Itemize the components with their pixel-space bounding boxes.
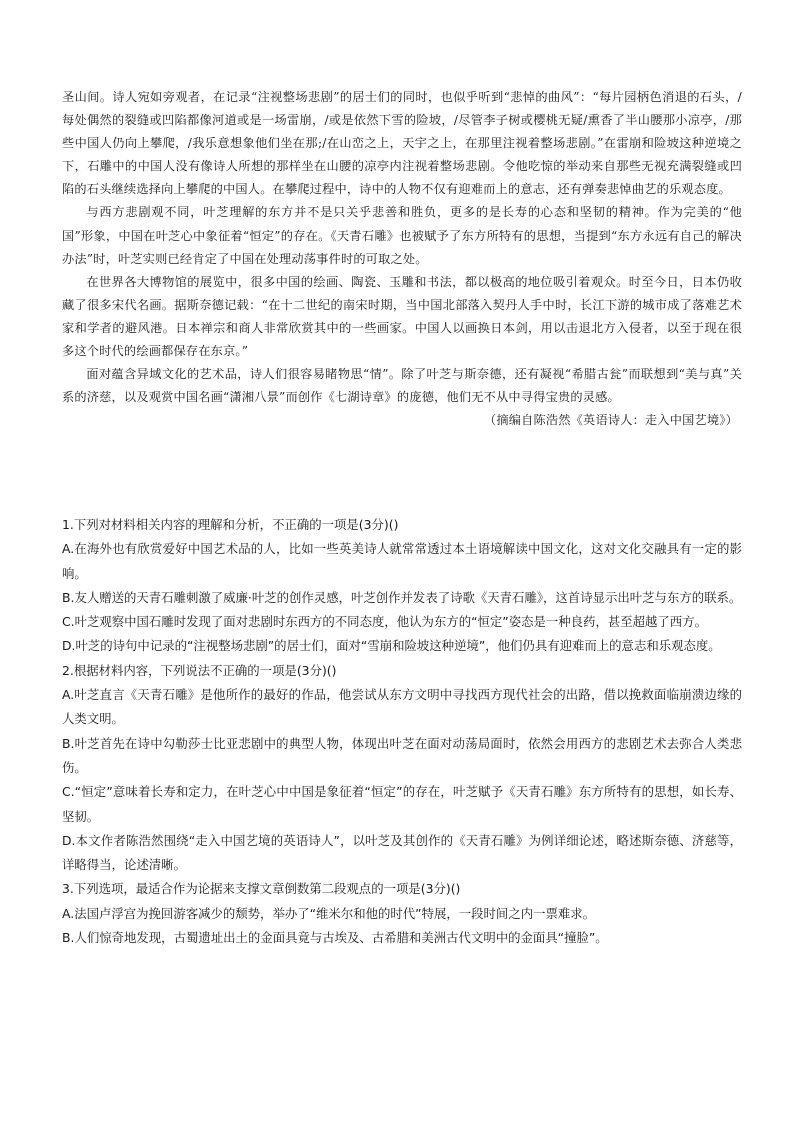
question-3-stem: 3.下列选项，最适合作为论据来支撑文章倒数第二段观点的一项是(3分)() <box>62 881 461 897</box>
question-2-option-b: B.叶芝首先在诗中勾勒莎士比亚悲剧中的典型人物，体现出叶芝在面对动荡局面时，依然会用西方的悲剧艺术去弥合人类悲伤。 <box>62 735 742 775</box>
question-3-option-b: B.人们惊奇地发现，古蜀遗址出土的金面具竟与古埃及、古希腊和美洲古代文明中的金面具“撞脸”。 <box>62 930 608 946</box>
question-1-stem: 1.下列对材料相关内容的理解和分析，不正确的一项是(3分)() <box>62 517 399 532</box>
question-2-option-a: A.叶芝直言《天青石雕》是他所作的最好的作品，他尝试从东方文明中寻找西方现代社会的出路，借以挽救面临崩溃边缘的人类文明。 <box>62 687 742 727</box>
question-2-option-c: C.“恒定”意味着长寿和定力，在叶芝心中中国是象征着“恒定”的存在，叶芝赋予《天青石雕》东方所特有的思想，如长寿、坚韧。 <box>62 784 742 824</box>
question-1-option-b: B.友人赠送的天青石雕刺激了威廉·叶芝的创作灵感，叶芝创作并发表了诗歌《天青石雕》，这首诗显示出叶芝与东方的联系。 <box>62 589 742 605</box>
question-3-option-a: A.法国卢浮宫为挽回游客减少的颓势，举办了“维米尔和他的时代”特展，一段时间之内一票难求。 <box>62 905 596 921</box>
question-1-option-d: D.叶芝的诗句中记录的“注视整场悲剧”的居士们，面对“雪崩和险坡这种逆境”，他们仍具有迎难而上的意志和乐观态度。 <box>62 638 721 654</box>
question-section <box>62 513 742 950</box>
question-2-option-d: D.本文作者陈浩然围绕“走入中国艺境的英语诗人”，以叶芝及其创作的《天青石雕》为例详细论述，略述斯奈德、济慈等，详略得当，论述清晰。 <box>62 832 742 873</box>
question-1-option-a: A.在海外也有欣赏爱好中国艺术品的人，比如一些英美诗人就常常透过本土语境解读中国文化，这对文化交融具有一定的影响。 <box>62 541 742 581</box>
question-2-stem: 2.根据材料内容，下列说法不正确的一项是(3分)() <box>62 662 337 678</box>
question-1-option-c: C.叶芝观察中国石雕时发现了面对悲剧时东西方的不同态度，他认为东方的“恒定”姿态是一种良药，甚至超越了西方。 <box>62 614 707 630</box>
passage-paragraph-2: 与西方悲剧观不同，叶芝理解的东方并不是只关乎悲善和胜负，更多的是长寿的心态和坚韧的精神。作为完美的“他国”形象，中国在叶芝心中象征着“恒定”的存在。《天青石雕》也被赋予了东方所特有的思想，当提到“东方永远有自己的解决办法”时，叶芝实则已经肯定了中国在处理动荡事件时的可取之处。 <box>62 205 742 266</box>
passage-paragraph-3: 在世界各大博物馆的展览中，很多中国的绘画、陶瓷、玉雕和书法，都以极高的地位吸引着观众。时至今日，日本仍收藏了很多宋代名画。据斯奈德记载：“在十二世纪的南宋时期，当中国北部落入契丹人手中时，长江下游的城市成了落难艺术家和学者的避风港。日本禅宗和商人非常欣赏其中的一些画家。中国人以画换日本剑，用以击退北方入侵者，以至于现在很多这个时代的绘画都保存在东京。” <box>62 274 742 359</box>
reading-passage <box>62 86 742 432</box>
passage-paragraph-4: 面对蕴含异域文化的艺术品，诗人们很容易睹物思“情”。除了叶芝与斯奈德，还有凝视“希腊古瓮”而联想到“美与真”关系的济慈，以及观赏中国名画“潇湘八景”而创作《七湖诗章》的庞德，他们无不从中寻得宝贵的灵感。 <box>62 367 742 405</box>
passage-source: （摘编自陈浩然《英语诗人：走入中国艺境》） <box>483 413 738 428</box>
passage-paragraph-1: 圣山间。诗人宛如旁观者，在记录“注视整场悲剧”的居士们的同时，也似乎听到“悲悼的曲风”：“每片园柄色消退的石头，/每处偶然的裂缝或凹陷都像河道或是一场雷崩，/或是依然下雪的险坡，/尽管李子树或樱桃无疑/熏香了半山腰那小凉亭，/那些中国人仍向上攀爬，/我乐意想象他们坐在那;/在山峦之上，天宇之上，在那里注视着整场悲剧。”在雷崩和险坡这种逆境之下，石雕中的中国人没有像诗人所想的那样坐在山腰的凉亭内注视着整场悲剧。令他吃惊的举动来自那些无视充满裂缝或凹陷的石头继续选择向上攀爬的中国人。在攀爬过程中，诗中的人物不仅有迎难而上的意志，还有弹奏悲悼曲艺的乐观态度。 <box>62 90 742 197</box>
